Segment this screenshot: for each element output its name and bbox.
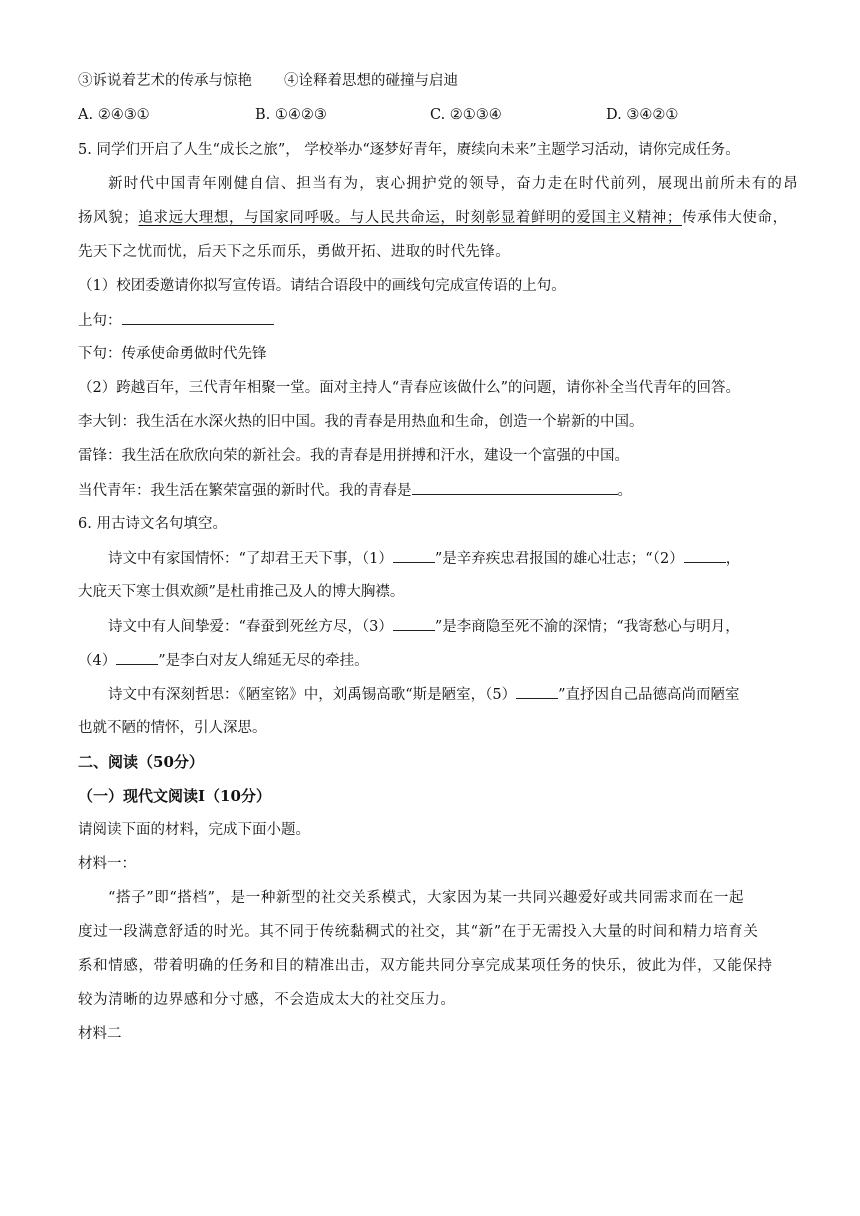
material-1-line: 较为清晰的边界感和分寸感，不会造成太大的社交压力。 bbox=[78, 992, 456, 1008]
poem-text: 诗文中有家国情怀：“了却君王天下事，（1） bbox=[108, 551, 393, 567]
sub-section-heading: （一）现代文阅读Ⅰ（10分） bbox=[78, 787, 271, 805]
q6-stem: 6. 用古诗文名句填空。 bbox=[78, 516, 227, 532]
q4-item-4: ④诠释着思想的碰撞与启迪 bbox=[284, 73, 458, 89]
q6-para1-line2: 大庇天下寒士俱欢颜”是杜甫推己及人的博大胸襟。 bbox=[78, 584, 405, 600]
q5-passage-line-2 bbox=[78, 208, 788, 228]
blank-5[interactable] bbox=[516, 684, 558, 699]
q5-sub-question-2: （2）跨越百年，三代青年相聚一堂。面对主持人“青春应该做什么”的问题，请你补全当代青年的回答。 bbox=[78, 380, 741, 396]
passage-text: 扬风貌； bbox=[78, 210, 139, 226]
q6-para2-line1 bbox=[108, 616, 740, 637]
q4-items-row bbox=[78, 71, 458, 91]
option-b: B. ①④②③ bbox=[255, 107, 327, 123]
material-1-label: 材料一： bbox=[78, 856, 136, 872]
section-heading: 二、阅读（50分） bbox=[78, 753, 204, 771]
material-1-line: 系和情感，带着明确的任务和目的精准出击，双方能共同分享完成某项任务的快乐，彼此为伴，又能保持 bbox=[78, 958, 773, 974]
lower-line: 下句：传承使命勇做时代先锋 bbox=[78, 346, 267, 362]
option-d: D. ③④②① bbox=[606, 107, 679, 123]
q5-sub-question-1: （1）校团委邀请你拟写宣传语。请结合语段中的画线句完成宣传语的上句。 bbox=[78, 278, 566, 294]
option-a: A. ②④③① bbox=[78, 107, 150, 123]
passage-text: 传承伟大使命， bbox=[682, 210, 788, 226]
q6-para3-line2: 也就不陋的情怀，引人深思。 bbox=[78, 720, 267, 736]
modern-youth-blank[interactable] bbox=[412, 480, 618, 495]
blank-2[interactable] bbox=[684, 548, 726, 563]
modern-youth-prefix: 当代青年：我生活在繁荣富强的新时代。我的青春是 bbox=[78, 483, 412, 499]
option-c: C. ②①③④ bbox=[430, 107, 502, 123]
poem-text: （4） bbox=[78, 653, 117, 669]
modern-youth-suffix: 。 bbox=[617, 483, 632, 499]
q5-passage-line-1: 新时代中国青年刚健自信、担当有为，衷心拥护党的领导，奋力走在时代前列，展现出前所未有的昂 bbox=[108, 176, 799, 192]
underlined-sentence: 追求远大理想，与国家同呼吸。与人民共命运，时刻彰显着鲜明的爱国主义精神； bbox=[138, 210, 683, 226]
q5-stem: 5. 同学们开启了人生“成长之旅”， 学校举办“逐梦好青年，赓续向未来”主题学习活动，请你完成任务。 bbox=[78, 142, 740, 158]
q6-para1-line1 bbox=[108, 548, 740, 569]
li-dazhao-answer: 李大钊：我生活在水深火热的旧中国。我的青春是用热血和生命，创造一个崭新的中国。 bbox=[78, 414, 644, 430]
blank-4[interactable] bbox=[116, 650, 158, 665]
upper-line-label: 上句： bbox=[78, 313, 122, 329]
material-1-line: 度过一段满意舒适的时光。其不同于传统黏稠式的社交，其“新”在于无需投入大量的时间和精力培育关 bbox=[78, 924, 759, 940]
material-1-line: “搭子”即“搭档”，是一种新型的社交关系模式，大家因为某一共同兴趣爱好或共同需求而在一起 bbox=[108, 890, 745, 906]
blank-1[interactable] bbox=[393, 548, 435, 563]
q6-para2-line2 bbox=[78, 650, 369, 671]
q5-passage-line-3: 先天下之忧而忧，后天下之乐而乐，勇做开拓、进取的时代先锋。 bbox=[78, 244, 511, 260]
poem-text: ”是辛弃疾忠君报国的雄心壮志；“（2） bbox=[434, 551, 684, 567]
material-2-label: 材料二 bbox=[78, 1026, 122, 1042]
q4-item-3: ③诉说着艺术的传承与惊艳 bbox=[78, 73, 252, 89]
upper-line-row bbox=[78, 310, 274, 331]
poem-text: 诗文中有深刻哲思：《陋室铭》中，刘禹锡高歌“斯是陋室，（5） bbox=[108, 687, 517, 703]
lei-feng-answer: 雷锋：我生活在欣欣向荣的新社会。我的青春是用拼搏和汗水，建设一个富强的中国。 bbox=[78, 448, 629, 464]
reading-instruction: 请阅读下面的材料，完成下面小题。 bbox=[78, 822, 310, 838]
poem-text: 诗文中有人间挚爱：“春蚕到死丝方尽，（3） bbox=[108, 619, 393, 635]
upper-line-blank[interactable] bbox=[122, 310, 274, 325]
poem-text: ”是李商隐至死不渝的深情；“我寄愁心与明月， bbox=[434, 619, 740, 635]
poem-text: ”直抒因自己品德高尚而陋室 bbox=[558, 687, 740, 703]
poem-text: ”是李白对友人绵延无尽的牵挂。 bbox=[158, 653, 369, 669]
modern-youth-row bbox=[78, 480, 632, 501]
blank-3[interactable] bbox=[393, 616, 435, 631]
q6-para3-line1 bbox=[108, 684, 740, 705]
poem-text: ， bbox=[725, 551, 741, 567]
